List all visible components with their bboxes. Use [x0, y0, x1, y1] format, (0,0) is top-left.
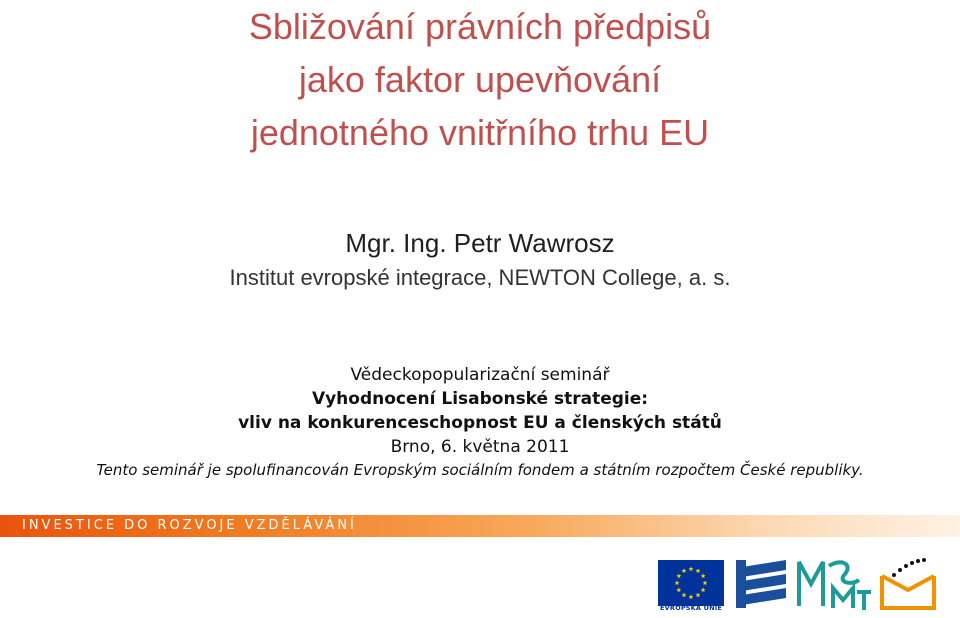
opvk-icon [878, 556, 940, 612]
banner-text: INVESTICE DO ROZVOJE VZDĚLÁVÁNÍ [22, 518, 357, 533]
author-block [0, 225, 960, 295]
title-line-1: Sbližování právních předpisů [248, 6, 712, 47]
author-institution: Institut evropské integrace, NEWTON College, a. s. [229, 265, 731, 290]
title-line-3: jednotného vnitřního trhu EU [250, 112, 710, 153]
funding-note: Tento seminář je spolufinancován Evropským sociálním fondem a státním rozpočtem České republiky. [96, 461, 864, 479]
seminar-type: Vědeckopopularizační seminář [350, 365, 610, 385]
seminar-subheading: vliv na konkurenceschopnost EU a členských států [238, 413, 722, 433]
seminar-block [0, 363, 960, 481]
title-line-2: jako faktor upevňování [298, 59, 662, 100]
esf-icon [730, 556, 792, 612]
msmt-icon [795, 556, 873, 612]
presentation-title [0, 0, 960, 159]
eu-label: EVROPSKÁ UNIE [660, 604, 722, 612]
seminar-place-date: Brno, 6. května 2011 [390, 437, 570, 457]
author-name: Mgr. Ing. Petr Wawrosz [345, 228, 615, 258]
logo-strip [650, 556, 950, 612]
seminar-heading: Vyhodnocení Lisabonské strategie: [311, 389, 649, 409]
investment-banner [0, 515, 960, 537]
